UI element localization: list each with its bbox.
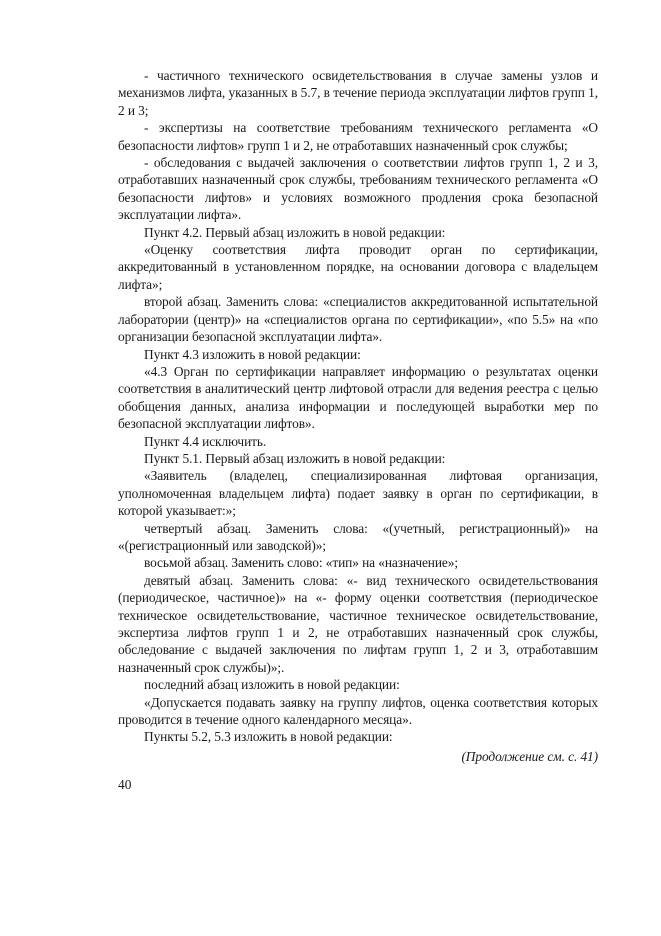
paragraph: - частичного технического освидетельствования в случае замены узлов и механизмов лифта, указанных в 5.7, в течение периода эксплуатации лифтов групп 1, 2 и 3; xyxy=(118,68,598,118)
paragraph: восьмой абзац. Заменить слово: «тип» на «назначение»; xyxy=(144,555,458,571)
paragraph: Пункты 5.2, 5.3 изложить в новой редакции: xyxy=(144,729,393,745)
paragraph: Пункт 5.1. Первый абзац изложить в новой редакции: xyxy=(144,450,446,466)
paragraph: «4.3 Орган по сертификации направляет информацию о результатах оценки соответствия в аналитический центр лифтовой отрасли для ведения реестра с целью обобщения данных, анализа информации и последующей выработки мер по безопасной эксплуатации лифтов». xyxy=(118,363,598,432)
page-body xyxy=(118,67,598,765)
paragraph: «Заявитель (владелец, специализированная лифтовая организация, уполномоченная владельцем лифта) подает заявку в орган по сертификации, в которой указывает:»; xyxy=(118,468,598,519)
paragraph: четвертый абзац. Заменить слова: «(учетный, регистрационный)» на «(регистрационный или заводской)»; xyxy=(118,520,598,553)
page-number: 40 xyxy=(118,777,132,792)
paragraph: - экспертизы на соответствие требованиям технического регламента «О безопасности лифтов» групп 1 и 2, не отработавших назначенный срок службы; xyxy=(118,120,598,153)
paragraph: девятый абзац. Заменить слова: «- вид технического освидетельствования (периодическое, частичное)» на «- форму оценки соответствия (периодическое техническое освидетельствование, частичное техническое освидетельствование, экспертиза лифтов групп 1 и 2, не отработавших назначенный срок службы, обследование с выдачей заключения по лифтам групп 1, 2 и 3, отработавшим назначенный срок службы)»;. xyxy=(118,572,598,675)
paragraph: Пункт 4.2. Первый абзац изложить в новой редакции: xyxy=(144,224,446,240)
continuation-note: (Продолжение см. с. 41) xyxy=(461,748,598,764)
paragraph: последний абзац изложить в новой редакции: xyxy=(144,677,400,693)
paragraph: - обследования с выдачей заключения о соответствии лифтов групп 1, 2 и 3, отработавших назначенный срок службы, требованиям технического регламента «О безопасности лифтов» и условиях возможного продления срока безопасной эксплуатации лифта». xyxy=(118,155,598,223)
paragraph: «Оценку соответствия лифта проводит орган по сертификации, аккредитованный в установленном порядке, на основании договора с владельцем лифта»; xyxy=(118,242,598,292)
paragraph: Пункт 4.3 изложить в новой редакции: xyxy=(144,346,361,362)
paragraph: Пункт 4.4 исключить. xyxy=(144,433,267,449)
paragraph: «Допускается подавать заявку на группу лифтов, оценка соответствия которых проводится в течение одного календарного месяца». xyxy=(118,694,598,728)
paragraph: второй абзац. Заменить слова: «специалистов аккредитованной испытательной лаборатории (центр)» на «специалистов органа по сертификации», «по 5.5» на «по организации безопасной эксплуатации лифта». xyxy=(118,294,598,345)
